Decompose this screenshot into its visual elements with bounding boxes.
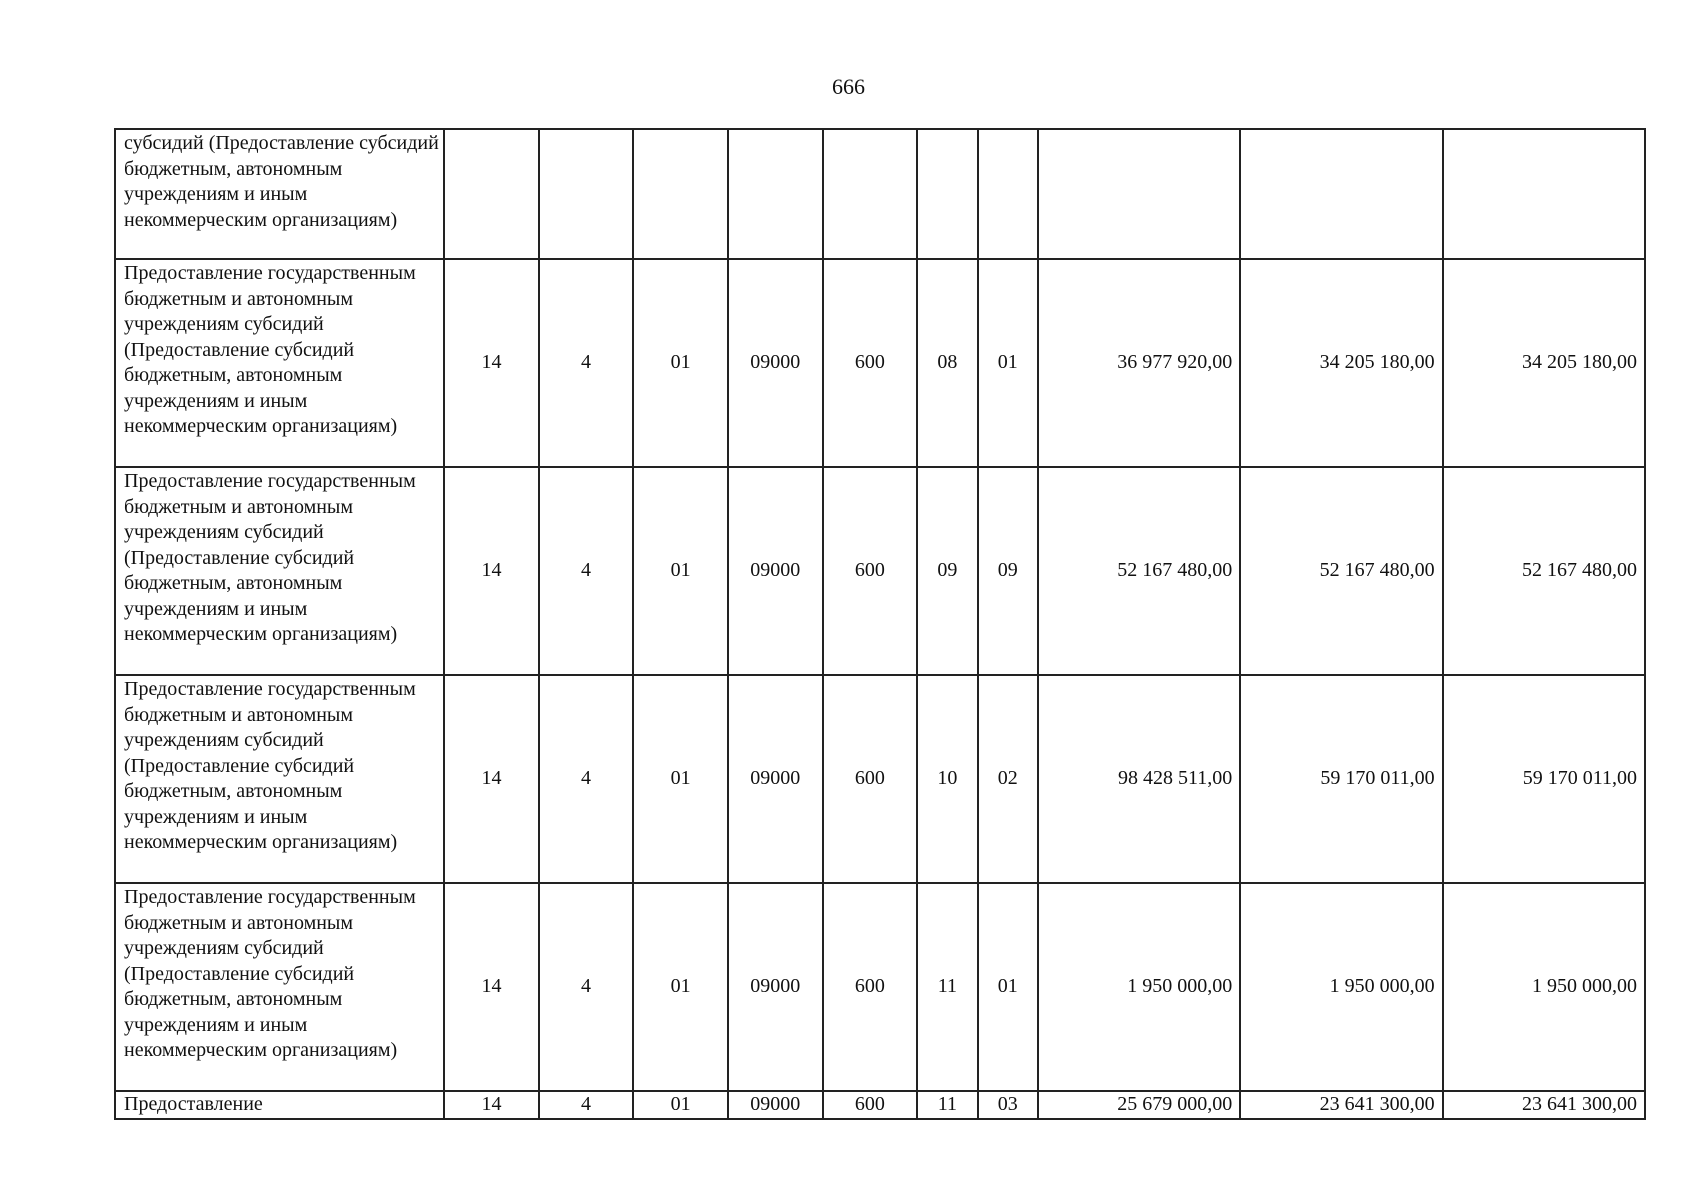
- code-cell: [728, 129, 823, 259]
- code-cell: 01: [633, 467, 728, 675]
- amount-cell: 59 170 011,00: [1240, 675, 1442, 883]
- row-description: Предоставление государственным бюджетным и автономным учреждениям субсидий (Предоставление субсидий бюджетным, автономным учреждениям и иным некоммерческим организациям): [115, 259, 444, 467]
- row-description: Предоставление государственным бюджетным и автономным учреждениям субсидий (Предоставление субсидий бюджетным, автономным учреждениям и иным некоммерческим организациям): [115, 467, 444, 675]
- code-cell: 600: [823, 467, 918, 675]
- code-cell: 01: [633, 883, 728, 1091]
- table-row: [115, 129, 1645, 259]
- code-cell: 08: [917, 259, 977, 467]
- amount-cell: 98 428 511,00: [1038, 675, 1240, 883]
- amount-cell: [1038, 129, 1240, 259]
- code-cell: 600: [823, 259, 918, 467]
- table-row: [115, 883, 1645, 1091]
- table-row: [115, 259, 1645, 467]
- code-cell: 10: [917, 675, 977, 883]
- code-cell: 09000: [728, 467, 823, 675]
- code-cell: 03: [978, 1091, 1038, 1119]
- page-number: 666: [832, 74, 865, 99]
- code-cell: 14: [444, 675, 539, 883]
- code-cell: 09000: [728, 259, 823, 467]
- code-cell: 01: [978, 259, 1038, 467]
- code-cell: 02: [978, 675, 1038, 883]
- table-row: [115, 467, 1645, 675]
- code-cell: [823, 129, 918, 259]
- table-row: [115, 675, 1645, 883]
- code-cell: 14: [444, 883, 539, 1091]
- amount-cell: 52 167 480,00: [1443, 467, 1645, 675]
- code-cell: 600: [823, 883, 918, 1091]
- amount-cell: 23 641 300,00: [1443, 1091, 1645, 1119]
- code-cell: 4: [539, 675, 634, 883]
- row-description: Предоставление государственным бюджетным и автономным учреждениям субсидий (Предоставление субсидий бюджетным, автономным учреждениям и иным некоммерческим организациям): [115, 883, 444, 1091]
- budget-table: [114, 128, 1646, 1120]
- code-cell: 01: [633, 259, 728, 467]
- amount-cell: 34 205 180,00: [1443, 259, 1645, 467]
- code-cell: 600: [823, 1091, 918, 1119]
- code-cell: 600: [823, 675, 918, 883]
- amount-cell: [1443, 129, 1645, 259]
- code-cell: [539, 129, 634, 259]
- amount-cell: 25 679 000,00: [1038, 1091, 1240, 1119]
- amount-cell: 1 950 000,00: [1443, 883, 1645, 1091]
- code-cell: [633, 129, 728, 259]
- code-cell: 01: [633, 675, 728, 883]
- amount-cell: 36 977 920,00: [1038, 259, 1240, 467]
- code-cell: 01: [633, 1091, 728, 1119]
- amount-cell: 59 170 011,00: [1443, 675, 1645, 883]
- code-cell: [444, 129, 539, 259]
- code-cell: [978, 129, 1038, 259]
- code-cell: 09000: [728, 1091, 823, 1119]
- amount-cell: 1 950 000,00: [1240, 883, 1442, 1091]
- amount-cell: 52 167 480,00: [1038, 467, 1240, 675]
- code-cell: 09: [917, 467, 977, 675]
- code-cell: 4: [539, 883, 634, 1091]
- code-cell: 11: [917, 1091, 977, 1119]
- row-description: субсидий (Предоставление субсидий бюджетным, автономным учреждениям и иным некоммерческим организациям): [115, 129, 444, 259]
- row-description: Предоставление: [115, 1091, 444, 1119]
- code-cell: 11: [917, 883, 977, 1091]
- amount-cell: 34 205 180,00: [1240, 259, 1442, 467]
- table-row: [115, 1091, 1645, 1119]
- code-cell: 14: [444, 1091, 539, 1119]
- code-cell: 4: [539, 467, 634, 675]
- code-cell: 01: [978, 883, 1038, 1091]
- amount-cell: 52 167 480,00: [1240, 467, 1442, 675]
- code-cell: 09: [978, 467, 1038, 675]
- code-cell: 14: [444, 467, 539, 675]
- code-cell: 4: [539, 1091, 634, 1119]
- amount-cell: 1 950 000,00: [1038, 883, 1240, 1091]
- row-description: Предоставление государственным бюджетным и автономным учреждениям субсидий (Предоставление субсидий бюджетным, автономным учреждениям и иным некоммерческим организациям): [115, 675, 444, 883]
- amount-cell: 23 641 300,00: [1240, 1091, 1442, 1119]
- code-cell: 09000: [728, 883, 823, 1091]
- amount-cell: [1240, 129, 1442, 259]
- code-cell: 14: [444, 259, 539, 467]
- code-cell: 09000: [728, 675, 823, 883]
- code-cell: 4: [539, 259, 634, 467]
- code-cell: [917, 129, 977, 259]
